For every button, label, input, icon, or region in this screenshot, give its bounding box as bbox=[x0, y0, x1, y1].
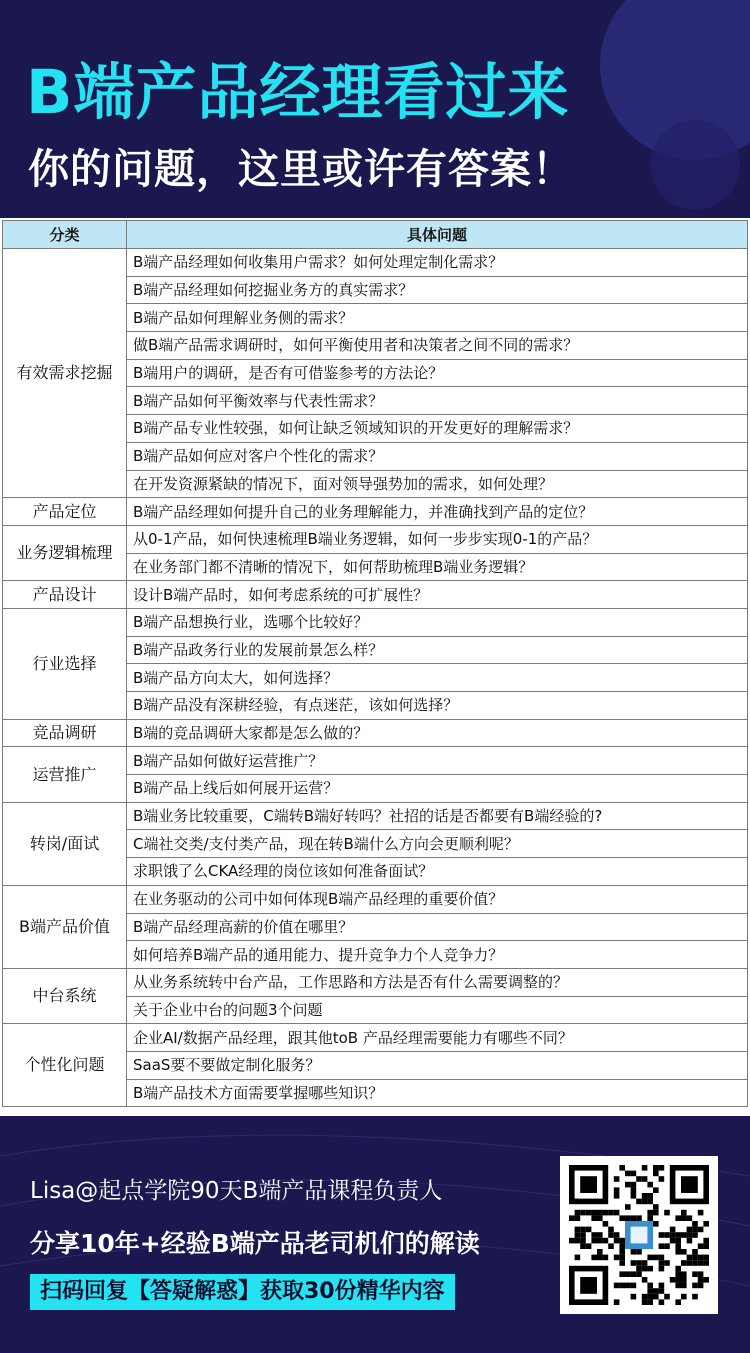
table-row bbox=[3, 802, 748, 830]
question-cell: B端产品如何应对客户个性化的需求？ bbox=[127, 442, 748, 470]
table-row bbox=[3, 747, 748, 775]
question-cell: B端产品专业性较强，如何让缺乏领域知识的开发更好的理解需求？ bbox=[127, 415, 748, 443]
question-table-container bbox=[0, 218, 750, 1116]
table-row bbox=[3, 1024, 748, 1052]
question-cell: B端产品如何理解业务侧的需求？ bbox=[127, 304, 748, 332]
table-row bbox=[3, 498, 748, 526]
table-row bbox=[3, 719, 748, 747]
question-cell: 从0-1产品，如何快速梳理B端业务逻辑，如何一步步实现0-1的产品？ bbox=[127, 525, 748, 553]
question-cell: SaaS要不要做定制化服务？ bbox=[127, 1051, 748, 1079]
category-cell: 产品定位 bbox=[3, 498, 127, 526]
question-cell: B端产品想换行业，选哪个比较好？ bbox=[127, 608, 748, 636]
category-cell: 行业选择 bbox=[3, 608, 127, 719]
table-row bbox=[3, 581, 748, 609]
category-cell: 转岗/面试 bbox=[3, 802, 127, 885]
question-cell: 从业务系统转中台产品，工作思路和方法是否有什么需要调整的？ bbox=[127, 968, 748, 996]
page-subtitle: 你的问题，这里或许有答案！ bbox=[28, 145, 574, 193]
question-cell: B端产品方向太大，如何选择？ bbox=[127, 664, 748, 692]
question-cell: B端产品经理高薪的价值在哪里？ bbox=[127, 913, 748, 941]
question-cell: B端产品经理如何提升自己的业务理解能力，并准确找到产品的定位？ bbox=[127, 498, 748, 526]
question-cell: B端产品如何平衡效率与代表性需求？ bbox=[127, 387, 748, 415]
category-cell: 业务逻辑梳理 bbox=[3, 525, 127, 580]
decorative-circle-small bbox=[650, 120, 740, 210]
question-cell: B端业务比较重要，C端转B端好转吗？社招的话是否都要有B端经验的? bbox=[127, 802, 748, 830]
author-line: Lisa@起点学院90天B端产品课程负责人 bbox=[30, 1178, 443, 1204]
category-cell: 有效需求挖掘 bbox=[3, 249, 127, 498]
table-header-row bbox=[3, 221, 748, 249]
question-cell: B端产品如何做好运营推广？ bbox=[127, 747, 748, 775]
header-questions: 具体问题 bbox=[127, 221, 748, 249]
question-cell: 如何培养B端产品的通用能力、提升竞争力个人竞争力？ bbox=[127, 941, 748, 969]
question-cell: 在开发资源紧缺的情况下，面对领导强势加的需求，如何处理？ bbox=[127, 470, 748, 498]
question-cell: B端产品技术方面需要掌握哪些知识？ bbox=[127, 1079, 748, 1107]
page-title: B端产品经理看过来 bbox=[26, 57, 570, 128]
header-category: 分类 bbox=[3, 221, 127, 249]
question-cell: 企业AI/数据产品经理，跟其他toB 产品经理需要能力有哪些不同？ bbox=[127, 1024, 748, 1052]
category-cell: 竞品调研 bbox=[3, 719, 127, 747]
question-cell: B端产品没有深耕经验，有点迷茫，该如何选择？ bbox=[127, 692, 748, 720]
question-cell: 设计B端产品时，如何考虑系统的可扩展性？ bbox=[127, 581, 748, 609]
question-cell: 求职饿了么CKA经理的岗位该如何准备面试？ bbox=[127, 858, 748, 886]
question-cell: B端的竞品调研大家都是怎么做的？ bbox=[127, 719, 748, 747]
share-line: 分享10年+经验B端产品老司机们的解读 bbox=[30, 1229, 480, 1258]
question-cell: 在业务部门都不清晰的情况下，如何帮助梳理B端业务逻辑？ bbox=[127, 553, 748, 581]
table-row bbox=[3, 608, 748, 636]
qr-code-graphic bbox=[560, 1156, 718, 1314]
category-cell: 中台系统 bbox=[3, 968, 127, 1023]
category-cell: 运营推广 bbox=[3, 747, 127, 802]
category-cell: 个性化问题 bbox=[3, 1024, 127, 1107]
question-cell: 在业务驱动的公司中如何体现B端产品经理的重要价值？ bbox=[127, 885, 748, 913]
table-row bbox=[3, 525, 748, 553]
cta-banner: 扫码回复【答疑解惑】获取30份精华内容 bbox=[30, 1274, 455, 1310]
question-cell: 关于企业中台的问题3个问题 bbox=[127, 996, 748, 1024]
table-row bbox=[3, 968, 748, 996]
question-cell: C端社交类/支付类产品，现在转B端什么方向会更顺利呢？ bbox=[127, 830, 748, 858]
footer-banner bbox=[0, 1116, 750, 1353]
qr-code-icon[interactable] bbox=[560, 1156, 718, 1314]
category-cell: B端产品价值 bbox=[3, 885, 127, 968]
table-body bbox=[3, 249, 748, 1107]
question-cell: B端产品经理如何挖掘业务方的真实需求？ bbox=[127, 276, 748, 304]
question-cell: 做B端产品需求调研时，如何平衡使用者和决策者之间不同的需求？ bbox=[127, 332, 748, 360]
question-cell: B端产品政务行业的发展前景怎么样？ bbox=[127, 636, 748, 664]
table-row bbox=[3, 249, 748, 277]
question-cell: B端用户的调研，是否有可借鉴参考的方法论？ bbox=[127, 359, 748, 387]
question-cell: B端产品经理如何收集用户需求？如何处理定制化需求？ bbox=[127, 249, 748, 277]
table-row bbox=[3, 885, 748, 913]
question-table bbox=[2, 220, 748, 1107]
category-cell: 产品设计 bbox=[3, 581, 127, 609]
question-cell: B端产品上线后如何展开运营？ bbox=[127, 775, 748, 803]
header-banner bbox=[0, 0, 750, 218]
